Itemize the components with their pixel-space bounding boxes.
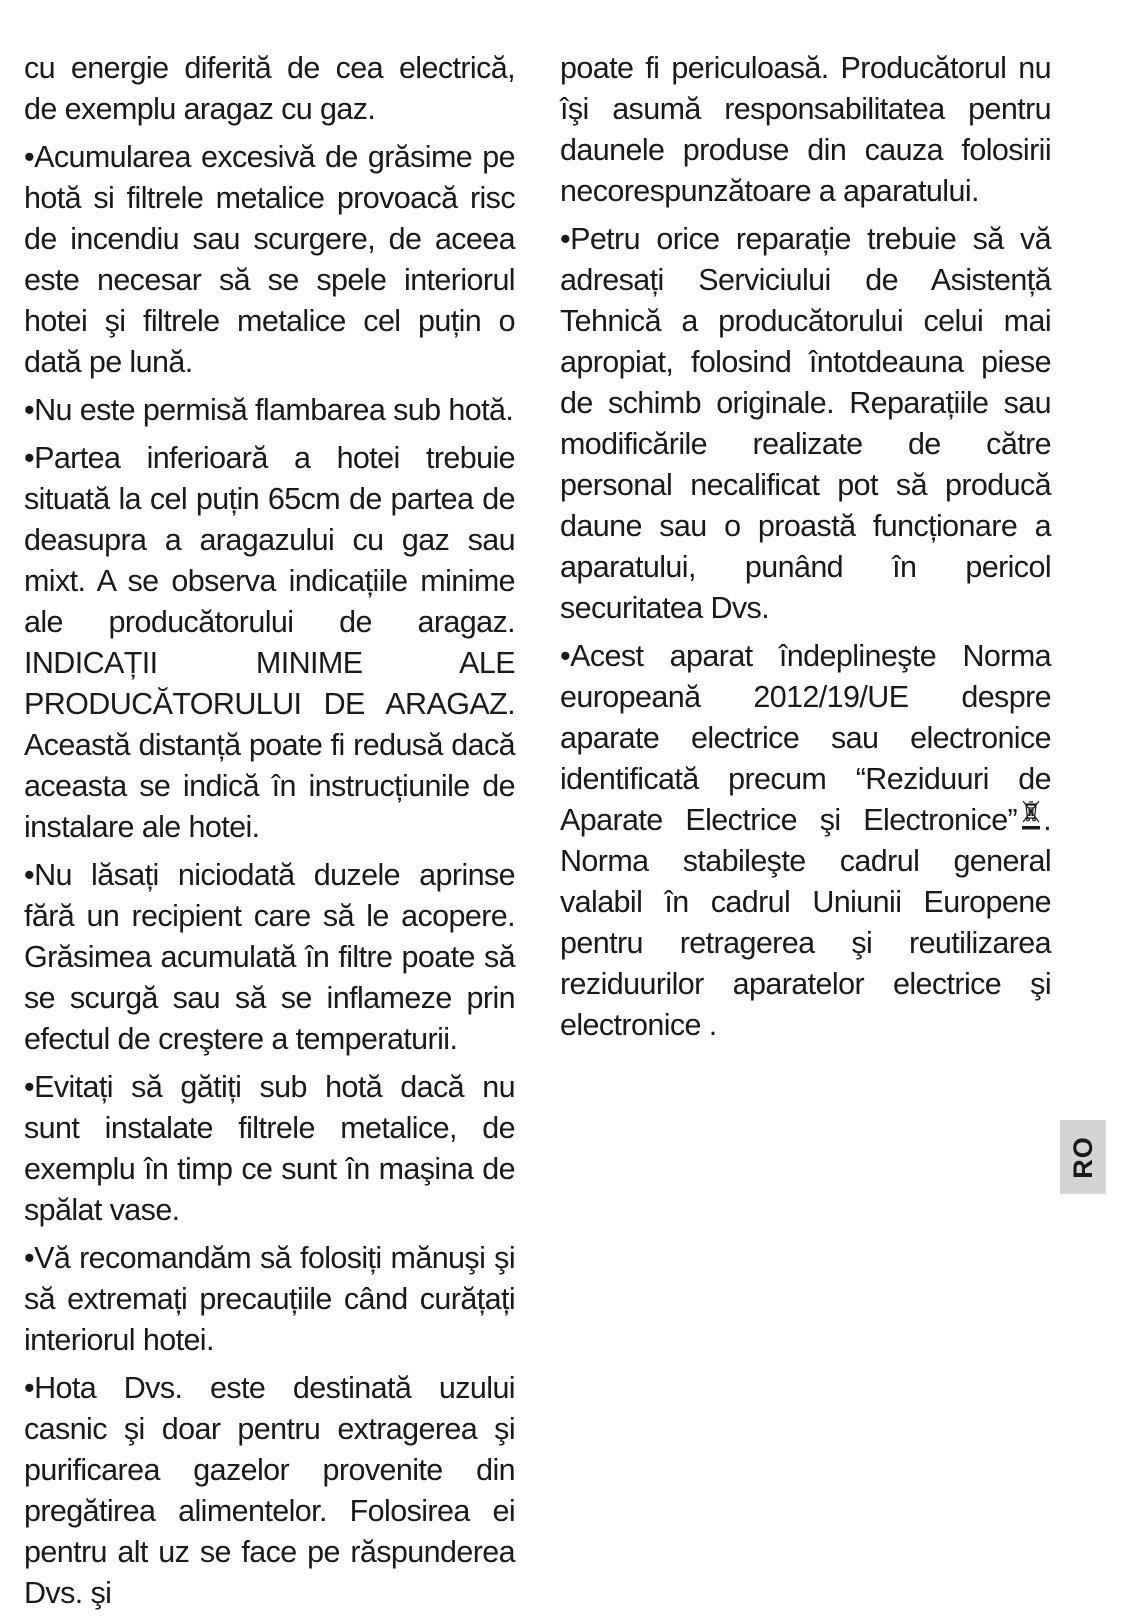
paragraph-grease-fire-risk: •Acumularea excesivă de grăsime pe hotă si filtrele metalice provoacă risc de incendiu sau scurgere, de aceea este necesar să se spele interiorul hotei şi filtrele metalice cel puțin o dată pe lună. (24, 140, 515, 379)
paragraph-no-flambe: •Nu este permisă flambarea sub hotă. (24, 393, 514, 427)
paragraph-wear-gloves: •Vă recomandăm să folosiți mănuşi şi să extremați precauțiile când curățați interiorul hotei. (24, 1241, 515, 1357)
paragraph-energy-types: cu energie diferită de cea electrică, de exemplu aragaz cu gaz. (24, 51, 515, 126)
crossed-out-wheelie-bin-icon (1019, 800, 1043, 834)
paragraph-domestic-use: •Hota Dvs. este destinată uzului casnic şi doar pentru extragerea şi purificarea gazelor provenite din pregătirea alimentelor. Folosirea ei pentru alt uz se face pe răspunderea Dvs. şi (24, 1371, 515, 1610)
paragraph-installation-height: •Partea inferioară a hotei trebuie situată la cel puțin 65cm de partea de deasupra a aragazului cu gaz sau mixt. A se observa indicațiile minime ale producătorului de aragaz. INDICAȚII MINIME ALE PRODUCĂTORULUI DE ARAGAZ. Această distanță poate fi redusă dacă aceasta se indică în instrucțiunile de instalare ale hotei. (24, 441, 515, 844)
paragraph-manufacturer-liability: poate fi periculoasă. Producătorul nu îşi asumă responsabilitatea pentru daunele produse din cauza folosirii necorespunzătoare a aparatului. (560, 51, 1051, 208)
paragraph-weee-directive (560, 636, 1051, 1046)
paragraph-repairs: •Petru orice reparație trebuie să vă adresați Serviciului de Asistență Tehnică a producătorului celui mai apropiat, folosind întotdeauna piese de schimb originale. Reparațiile sau modificările realizate de către personal necalificat pot să producă daune sau o proastă funcționare a aparatului, punând în pericol securitatea Dvs. (560, 222, 1051, 625)
weee-text-before-icon: •Acest aparat îndeplineşte Norma europeană 2012/19/UE despre aparate electrice sau electronice identificată precum “Reziduuri de Aparate Electrice şi Electronice” (560, 639, 1051, 837)
left-column (24, 48, 515, 1621)
paragraph-burners-covered: •Nu lăsați niciodată duzele aprinse fără un recipient care să le acopere. Grăsimea acumulată în filtre poate să se scurgă sau să se inflameze prin efectul de creştere a temperaturii. (24, 858, 515, 1056)
weee-text-after-icon: . Norma stabileşte cadrul general valabil în cadrul Uniunii Europene pentru retragerea şi reutilizarea reziduurilor aparatelor electrice şi electronice . (560, 803, 1051, 1042)
language-tab-label: RO (1067, 1135, 1098, 1179)
paragraph-metal-filters-required: •Evitați să gătiți sub hotă dacă nu sunt instalate filtrele metalice, de exemplu în timp ce sunt în maşina de spălat vase. (24, 1070, 515, 1227)
language-tab (1060, 1120, 1106, 1194)
right-column (560, 48, 1051, 1053)
